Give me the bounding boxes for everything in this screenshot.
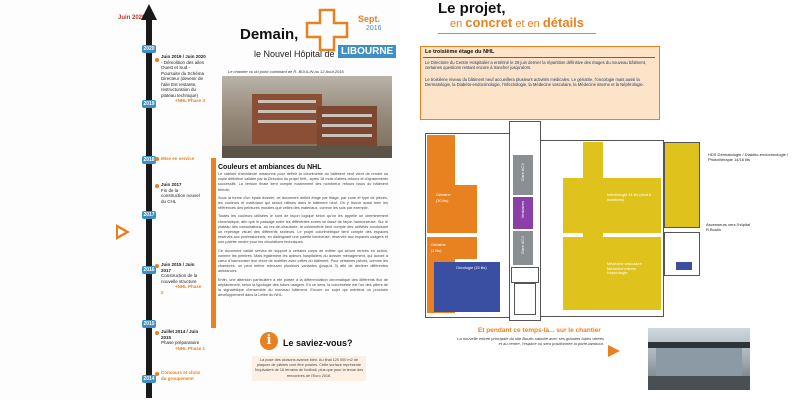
plan-label-gare: Gare ACV [520,236,525,255]
subtitle-part: concret [465,15,513,30]
timeline-dot [155,184,159,188]
plan-label-geriatrie-2-beds: (1 lits) [431,249,442,253]
timeline-year-2017: 2017 [143,212,155,218]
timeline-year-2015: 2015 [143,321,155,327]
event-phase: +NHL Phase 3 [175,98,206,103]
chantier-photo [648,328,750,390]
timeline-dot [155,331,159,335]
timeline-year-2020: 2020 [143,46,155,52]
hospital-cross-logo-icon [305,8,349,52]
event-date: Juin 2017 [161,182,182,187]
glass-facade [656,348,742,376]
plan-zone-geriatrie [427,135,455,233]
article-paragraph: Enfin, une attention particulière a été portée à la différenciation chromatique des différents flux de déplacement, selon la typologie des futurs usagers. En ce sens, la colorimétrie est l'un des piliers de la signalétique d'ensemble du nouveau bâtiment. Encore un sujet qui méritera un prochain développement dans la Lettre du NHL. [218,277,388,298]
right-page-subtitle [450,15,584,30]
issue-year: 2016 [366,25,382,32]
event-text: Phase préparatoire [161,340,200,345]
plan-label-geriatrie-2: Gériatrie [431,243,446,247]
third-floor-paragraph: Le troisième niveau du bâtiment neuf accueillera plusieurs activités médicales. Le gériatrie, l'oncologie mais aussi la Dermatologie, la Diabéto-endocrinologie, l'Infectiologie, la Médecine vasculaire, la Médecine interne et la Néphrologie. [425,77,644,88]
plan-zone-medecine [563,237,583,310]
plan-label-geriatrie-beds: (30 lits) [436,199,449,203]
window-row [258,110,316,113]
plan-label-infectiologie: Infectiologie 14 lits (dont 6 isolations) [607,193,652,202]
timeline-dot [155,58,159,62]
window-row [258,100,316,103]
window-row [322,124,372,127]
plan-zone-gare [513,155,533,195]
event-phase: +NHL Phase 2 [161,284,202,295]
issue-month: Sept. [358,14,381,24]
timeline-event-2: Mise en service [161,156,195,161]
plan-zone-infectiologie [603,178,661,233]
photo-caption: Le chantier vu du point culminant de R. BOULIN au 12 Août 2016 [228,69,344,74]
article-paragraph: Toutes les couleurs utilisées le sont de façon logique selon qu'on les appelle un cheminement chromatique, afin que le passage entre les différentes zones se fasse de façon harmonieuse. Sur le plateau des consultations, au rez-de-chaussée, la colorimétrie tient compte des activités conduisant un repérage visuel des différents secteurs. Le projet colorimétrique tient compte des espaces réservés aux professionnels, en distinguant une palette lumineuse, réservée aux espaces usagers et une palette neutre pour les circulations techniques. [218,214,388,245]
timeline-top-label: Juin 2020 [118,15,146,21]
timeline-year-2016: 2016 [143,267,155,273]
section-title: Couleurs et ambiances du NHL [218,164,322,171]
ground [222,146,392,158]
timeline-year-2014: 2014 [143,376,155,382]
right-page-title: Le projet, [438,0,506,17]
timeline-event-5 [161,329,209,351]
plan-zone-infectiologie [563,178,583,233]
window-row [322,114,372,117]
plan-label-hds: HDS Dermatologie / Diabéto-endocrinologie / Photothérapie 14/16 lits [708,152,789,162]
plan-zone-hds [664,142,700,228]
event-date: Juin 2019 / Juin 2020 [161,54,206,59]
plan-zone-geriatrie [455,185,477,233]
plan-stair [514,283,536,315]
timeline-dot [155,157,159,161]
chantier-title: Et pendant ce temps-là... sur le chantier [478,327,601,334]
timeline-dot [155,372,159,376]
plan-zone-gare [513,231,533,265]
timeline-event-1 [161,54,209,104]
plan-zone-geriatrie-2 [455,237,477,259]
article-paragraph: Ce document validé servira de support à certains corps de métier qui seront rentrés en action, comme les peintres. Mais également les acteurs hospitaliers du dossier ménagement, qui auront à cœur d'harmoniser leur choix de mobilier avec celles du bâtiment. Pour certaines pièces, comme les chambres, on peut même retrouver plusieurs variantes (jusqu'à 3) afin de décliner différentes ambiances. [218,248,388,274]
plan-label-ascenseurs: Ascenseurs vers l'hôpital R.Boulin [706,222,751,232]
plan-stair [511,267,539,283]
subtitle-part: et en [512,18,543,30]
event-text: - Démolition des ailes Ouest et Sud - Poursuite du Schéma Directeur (devenir de l'aile Est restante, restructuration du plateau technique) [161,59,205,98]
plan-zone-vestiaires [513,197,533,229]
timeline-dot [155,264,159,268]
timeline-event-4 [161,262,205,295]
plan-zone-infectiologie [583,142,603,310]
masthead-subtitle: le Nouvel Hôpital de [254,49,335,59]
info-icon: i [260,332,278,350]
third-floor-title: Le troisième étage du NHL [425,49,495,55]
section-accent-bar [211,158,216,328]
subtitle-part: détails [542,15,585,30]
plan-label-vestiaires: Vestiaires [520,201,525,219]
timeline-event-6: Concours et choix du groupement [161,370,201,381]
plan-label-geriatrie: Gériatrie [436,193,451,197]
article-paragraph: Le cabinet d'architecte missionné pour définir la colorimétrie du bâtiment neuf vient de rendre sa copie définitive validée par la Direction du projet NHL, après 18 mois d'allers-retours et d'ajustements successifs. La version finale tient compte notamment des nombreux retours issus du bâtiment témoin. [218,172,388,192]
panel-divider [423,57,655,58]
article-paragraph: Sous la forme d'un épais dossier, ce document définit étage par étage, par zone et type de pièces, les couleurs et matériaux qui seront utilisés dans le bâtiment neuf. On y trouve aussi bien les références des peintures murales que celles des matériaux, comme les sols par exemple. [218,195,388,211]
floor [648,376,750,390]
subtitle-part: en [450,18,466,30]
construction-photo [222,76,392,158]
timeline-year-2018: 2018 [143,157,155,163]
event-date: Juin 2015 / Juin 2017 [161,262,195,273]
timeline-event-3 [161,182,201,204]
window-row [322,134,372,137]
event-date: Juillet 2014 / Juin 2015 [161,329,199,340]
chantier-arrow [608,345,620,357]
did-you-know-text: La pose des cloisons avance bien. Au final 120 000 m2 de plaques de plâtres vont être posées. Cette surface représente l'équivalent de 16 terrains de football, plus que pour la tenue des rencontres de l'Euro 2016. [252,356,366,381]
current-position-marker-inner [118,228,125,236]
masthead-title: Demain, [240,26,299,43]
did-you-know-title: Le saviez-vous? [283,338,353,348]
timeline-line [146,18,152,398]
building-shape [317,106,377,151]
timeline-year-2019: 2019 [143,101,155,107]
event-text: Fin de la construction nouvel du CHL [161,187,200,204]
third-floor-paragraph: Le Directoire du Centre Hospitalier a entériné le 28 juin dernier la répartition définitive des étages du nouveau bâtiment, certaines questions restant encore à trancher jusqu'alors. [425,60,647,71]
plan-label-oncologie: Oncologie (15 lits) [456,266,487,270]
event-text: Construction de la nouvelle structure [161,273,198,284]
plan-ascenseurs [676,262,692,270]
chantier-text: La nouvelle entrée principale du site Boulin-sabotté avec ses grandes baies vitrées et au centre, l'espace où sera positionnée la porte-tambour. [457,336,604,346]
plan-label-medecine: Médecine vasculaire Médecine interne Néphrologie [607,262,642,276]
window-row [258,120,316,123]
title-underline [438,33,596,34]
event-phase: +NHL Phase 1 [175,345,206,351]
article-body [218,172,388,301]
masthead-brand: LIBOURNE [338,45,396,58]
plan-label-gare: Gare ACV [520,163,525,182]
